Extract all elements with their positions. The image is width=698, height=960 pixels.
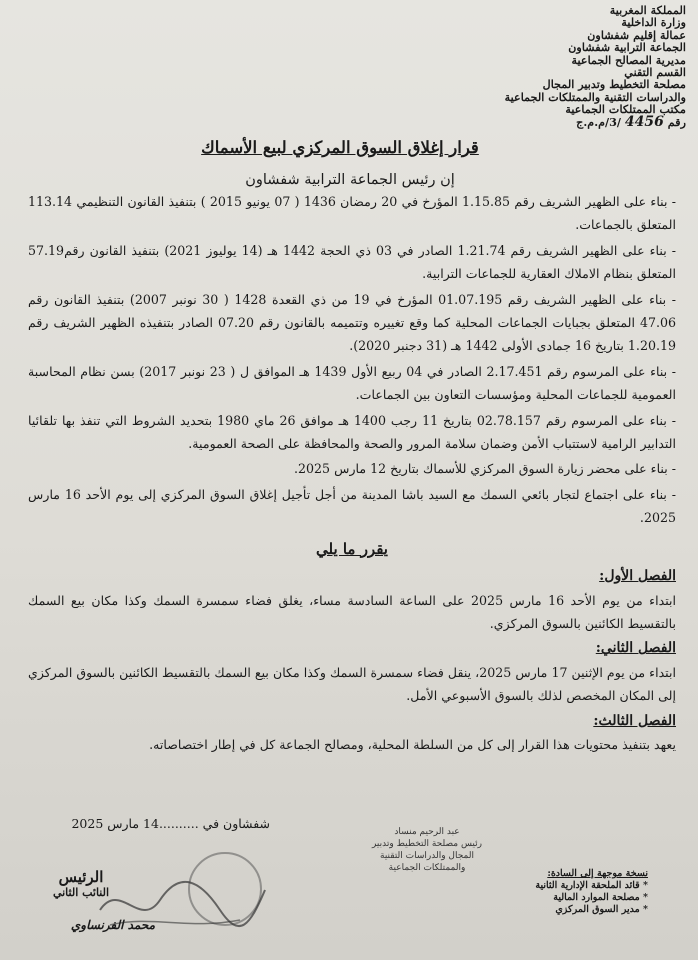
chapter-text: يعهد بتنفيذ محتويات هذا القرار إلى كل من السلطة المحلية، ومصالح الجماعة كل في إطار اختصاصاته. bbox=[149, 736, 676, 752]
reference-number: 4456 bbox=[624, 113, 664, 130]
letterhead-line: والدراسات التقنية والممتلكات الجماعية bbox=[504, 89, 686, 104]
consideration-paragraph: - بناء على المرسوم رقم 2.17.451 الصادر في 04 ربيع الأول 1439 هـ الموافق ل ( 23 نونبر 2017) بسن نظام المحاسبة العمومية للجماعات المحلية ومؤسسات التعاون بين الجماعات. bbox=[28, 363, 677, 403]
letterhead-line: القسم التقني bbox=[624, 65, 686, 80]
consideration-paragraph: - بناء على اجتماع لتجار بائعي السمك مع السيد باشا المدينة من أجل تأجيل إغلاق السوق المركزي إلى يوم الأحد 16 مارس 2025. bbox=[28, 486, 676, 526]
copies-heading: نسخة موجهة إلى السادة: bbox=[547, 868, 648, 879]
reference-line bbox=[426, 113, 686, 130]
consideration-paragraph: - بناء على الظهير الشريف رقم 01.07.195 المؤرخ في 19 من ذي القعدة 1428 ( 30 نونبر 2007) بتنفيذ القانون رقم 47.06 المتعلق بجبايات الجماعات المحلية كما وقع تغييره وتتميمه بالقانون رقم 07.20 الصادر بتنفيذه الظهير الشريف رقم 1.20.19 بتاريخ 16 جمادى الأولى 1442 هـ (31 دجنبر 2020). bbox=[28, 291, 676, 354]
letterhead-line: عمالة إقليم شفشاون bbox=[587, 27, 686, 42]
letterhead-line: المملكة المغربية bbox=[609, 3, 686, 17]
service-head-line: عبد الرحيم منساد bbox=[394, 827, 460, 837]
chapter-title: الفصل الأول: bbox=[599, 568, 676, 585]
decision-heading: يقرر ما يلي bbox=[316, 539, 388, 558]
copies-item: * مصلحة الموارد المالية bbox=[553, 892, 648, 903]
copies-item: * قائد الملحقة الإدارية الثانية bbox=[535, 880, 648, 891]
signatory-name: محمد الفرنساوي bbox=[70, 918, 156, 932]
signature-block bbox=[26, 868, 136, 899]
president-line: إن رئيس الجماعة الترابية شفشاون bbox=[245, 172, 455, 188]
copies-item: * مدير السوق المركزي bbox=[555, 904, 648, 915]
letterhead-line: مصلحة التخطيط وتدبير المجال bbox=[542, 77, 686, 92]
chapter-text: ابتداء من يوم الإثنين 17 مارس 2025، ينقل فضاء سمسرة السمك وكذا مكان بيع السمك بالتقسيط الكائنين بالسوق المركزي إلى المكان المخصص لذلك بالسوق الأسبوعي الأمل. bbox=[28, 664, 676, 704]
reference-label: رقم bbox=[667, 114, 686, 129]
letterhead bbox=[426, 4, 686, 128]
date-line: شفشاون في ..........14 مارس 2025 bbox=[71, 816, 270, 831]
signature-title: الرئيس bbox=[58, 868, 104, 886]
chapter-text: ابتداء من يوم الأحد 16 مارس 2025 على الساعة السادسة مساء، يغلق فضاء سمسرة السمك وكذا مكان بيع السمك بالتقسيط الكائنين بالسوق المركزي. bbox=[28, 592, 676, 631]
service-head-line: والممتلكات الجماعية bbox=[388, 863, 466, 873]
document-title: قرار إغلاق السوق المركزي لبيع الأسماك bbox=[201, 138, 479, 157]
service-head-line: المجال والدراسات التقنية bbox=[380, 851, 474, 861]
consideration-paragraph: - بناء على المرسوم رقم 02.78.157 بتاريخ 11 رجب 1400 هـ موافق 26 ماي 1980 بتحديد الشروط التي تنفذ بها تلقائيا التدابير الرامية لاستتباب الأمن وضمان سلامة المرور والصحة والمحافظة على الصحة العمومية. bbox=[28, 412, 677, 452]
consideration-paragraph: - بناء على الظهير الشريف رقم 1.21.74 الصادر في 03 ذي الحجة 1442 هـ (14 يوليوز 2021) بتنفيذ القانون رقم57.19 المتعلق بنظام الاملاك العقارية للجماعات الترابية. bbox=[28, 242, 676, 282]
letterhead-line: مديرية المصالح الجماعية bbox=[571, 52, 686, 67]
letterhead-line: مكتب الممتلكات الجماعية bbox=[565, 102, 686, 117]
chapter-title: الفصل الثاني: bbox=[595, 640, 676, 657]
letterhead-line: الجماعة الترابية شفشاون bbox=[568, 40, 686, 55]
signature-subtitle: النائب الثاني bbox=[52, 886, 110, 899]
reference-suffix: /3/م.م.ج bbox=[576, 114, 622, 129]
document-body bbox=[28, 190, 676, 758]
copies-block bbox=[498, 868, 648, 916]
chapter-title: الفصل الثالث: bbox=[593, 712, 676, 729]
consideration-paragraph: - بناء على محضر زيارة السوق المركزي للأسماك بتاريخ 12 مارس 2025. bbox=[293, 461, 676, 477]
consideration-paragraph: - بناء على الظهير الشريف رقم 1.15.85 المؤرخ في 20 رمضان 1436 ( 07 يونيو 2015 ) بتنفيذ القانون التنظيمي 113.14 المتعلق بالجماعات. bbox=[28, 194, 676, 233]
service-head-block bbox=[352, 826, 502, 874]
letterhead-line: وزارة الداخلية bbox=[621, 15, 686, 30]
service-head-line: رئيس مصلحة التخطيط وتدبير bbox=[371, 839, 483, 849]
